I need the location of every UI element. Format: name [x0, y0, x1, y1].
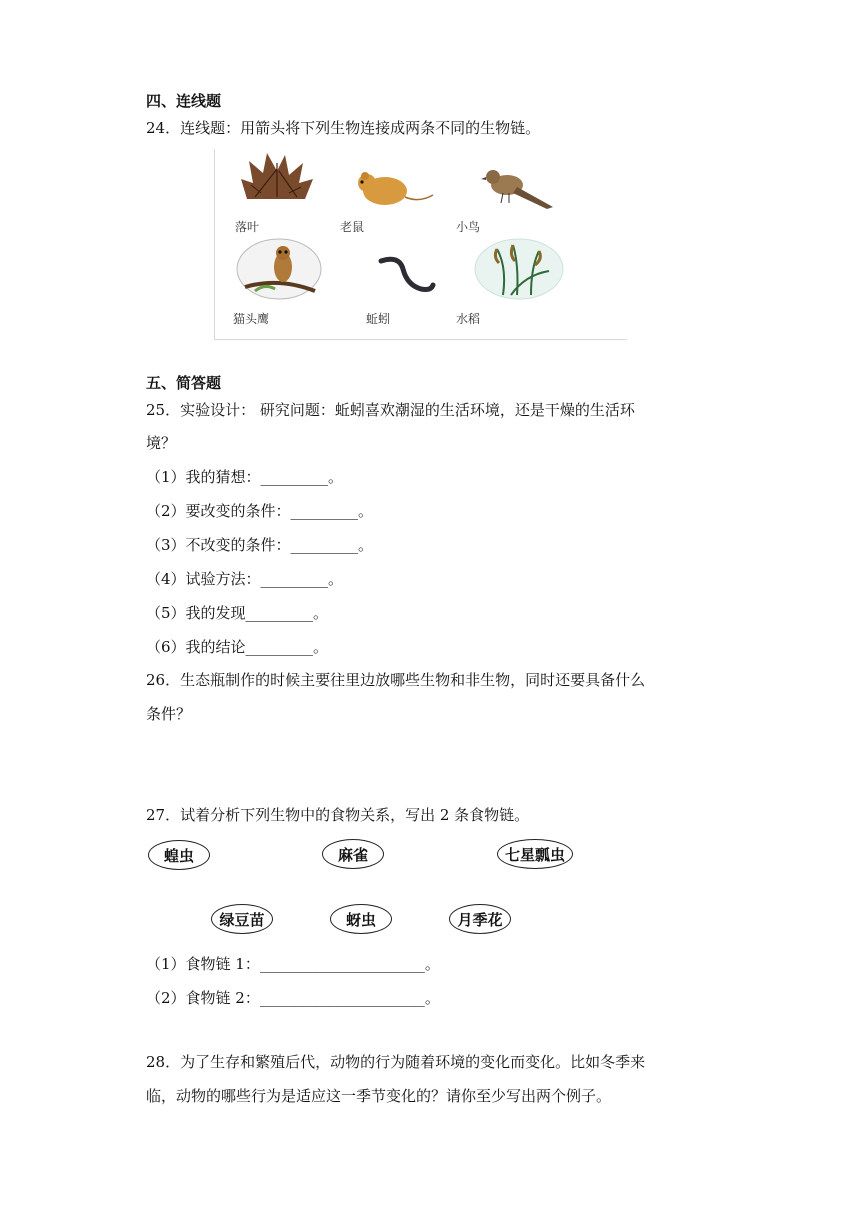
- question-26-line2: 条件？: [146, 705, 192, 723]
- caption-bird: 小鸟: [456, 220, 481, 234]
- question-26-line1: 26．生态瓶制作的时候主要往里边放哪些生物和非生物，同时还要具备什么: [146, 671, 646, 689]
- q25-item-finding: （5）我的发现_________。: [146, 604, 329, 622]
- oval-ladybug: 七星瓢虫: [497, 839, 573, 869]
- section-heading-short-answer: 五、简答题: [146, 374, 222, 392]
- oval-mung-bean-sprout: 绿豆苗: [211, 904, 273, 934]
- oval-locust: 蝗虫: [148, 840, 210, 870]
- bird-icon: [477, 159, 557, 215]
- oval-rose: 月季花: [449, 904, 511, 934]
- fallen-leaves-icon: [237, 149, 317, 211]
- caption-earthworm: 蚯蚓: [366, 312, 391, 326]
- q25-item-conclusion: （6）我的结论_________。: [146, 638, 329, 656]
- owl-icon: [235, 237, 323, 301]
- question-27: 27．试着分析下列生物中的食物关系，写出 2 条食物链。: [146, 806, 530, 824]
- q27-food-chain-1: （1）食物链 1：______________________。: [146, 955, 440, 973]
- section-heading-matching: 四、连线题: [146, 92, 222, 110]
- caption-fallen-leaves: 落叶: [235, 220, 260, 234]
- rice-plant-icon: [473, 237, 565, 301]
- question-28-line1: 28．为了生存和繁殖后代，动物的行为随着环境的变化而变化。比如冬季来: [146, 1053, 646, 1071]
- q25-item-changed-condition: （2）要改变的条件：_________。: [146, 502, 374, 520]
- oval-aphid: 蚜虫: [330, 904, 392, 934]
- question-24: 24．连线题：用箭头将下列生物连接成两条不同的生物链。: [146, 119, 541, 137]
- q25-item-method: （4）试验方法：_________。: [146, 570, 344, 588]
- question-28-line2: 临，动物的哪些行为是适应这一季节变化的？请你至少写出两个例子。: [146, 1087, 612, 1105]
- q25-item-guess: （1）我的猜想：_________。: [146, 468, 344, 486]
- question-25-line1: 25．实验设计： 研究问题：蚯蚓喜欢潮湿的生活环境，还是干燥的生活环: [146, 401, 635, 419]
- caption-mouse: 老鼠: [340, 220, 365, 234]
- organism-image-panel: [214, 149, 627, 340]
- caption-rice: 水稻: [456, 312, 481, 326]
- mouse-icon: [347, 167, 437, 209]
- q25-item-unchanged-condition: （3）不改变的条件：_________。: [146, 536, 374, 554]
- caption-owl: 猫头鹰: [233, 312, 270, 326]
- oval-sparrow: 麻雀: [322, 839, 384, 869]
- q27-food-chain-2: （2）食物链 2：______________________。: [146, 989, 440, 1007]
- question-25-line2: 境？: [146, 434, 177, 452]
- earthworm-icon: [375, 251, 439, 299]
